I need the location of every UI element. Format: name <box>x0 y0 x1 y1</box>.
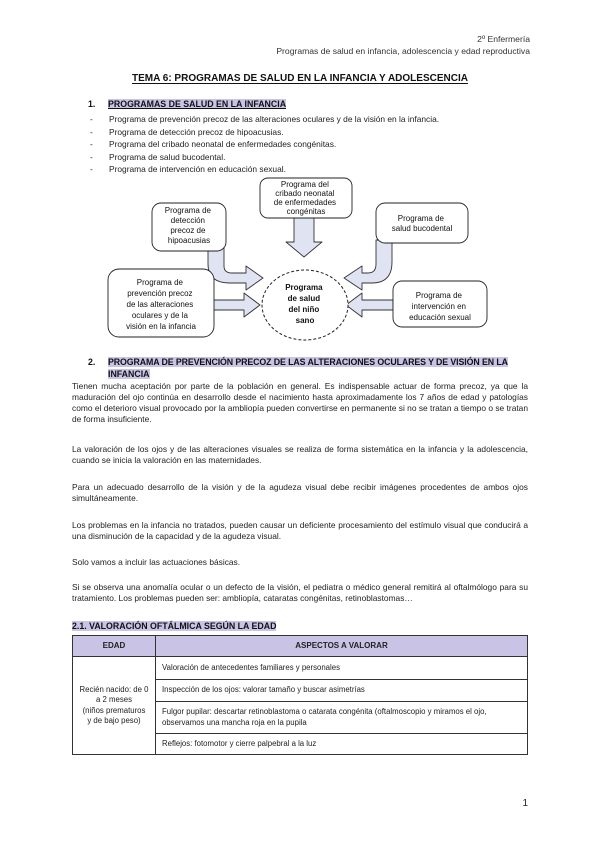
top-right-line-2: salud bucodental <box>391 224 453 233</box>
bottom-right-line-2: intervención en <box>411 302 467 311</box>
header-course: 2º Enfermería <box>477 34 530 44</box>
arrow-top-left <box>208 246 263 290</box>
aspect-cell: Reflejos: fotomotor y cierre palpebral a la luz <box>156 734 528 755</box>
aspect-cell: Fulgor pupilar: descartar retinoblastoma o catarata congénita (oftalmoscopio y miramos el ojo, observamos una mancha roja en la pupila <box>156 702 528 734</box>
arrow-top <box>286 218 322 257</box>
svg-text:Programa de detección <box>165 206 213 245</box>
box-top-right <box>376 203 468 243</box>
section-1-number: 1. <box>88 99 96 109</box>
eye-assessment-table <box>72 635 528 755</box>
aspect-cell: Valoración de antecedentes familiares y personales <box>156 657 528 680</box>
list-item: - Programa de salud bucodental. <box>88 151 528 164</box>
paragraph: Tienen mucha aceptación por parte de la población en general. Es indispensable actuar de forma precoz, ya que la maduración del ojo continúa en desarrollo desde el nacimiento hasta aproximadamente los 7 años de edad y patologías como el deterioro visual provocado por la ambliopía pueden convertirse en permanente si no se tratan a tiempo o se tratan de forma insuficiente. <box>72 381 528 424</box>
arrow-top-right <box>344 240 392 290</box>
paragraph: Si se observa una anomalía ocular o un defecto de la visión, el pediatra o médico general remitirá al oftalmólogo para su tratamiento. Los problemas pueden ser: ambliopía, cataratas congénitas, retinoblastomas… <box>72 582 528 603</box>
top-line-3: de enfermedades <box>273 198 337 207</box>
top-line-1: Programa del <box>280 180 329 189</box>
paragraph: Para un adecuado desarrollo de la visión y de la agudeza visual debe recibir imágenes procedentes de ambos ojos simultáneamente. <box>72 482 528 503</box>
paragraph: Los problemas en la infancia no tratados, pueden causar un deficiente procesamiento del estímulo visual que conducirá a una disminución de la capacidad y de la agudeza visual. <box>72 520 528 541</box>
top-line-2: cribado neonatal <box>275 189 335 198</box>
section-1-title: PROGRAMAS DE SALUD EN LA INFANCIA <box>108 99 287 109</box>
page-number: 1 <box>522 798 528 809</box>
age-line: (niños prematuros <box>82 705 146 715</box>
health-programs-diagram <box>100 172 500 347</box>
bottom-left-line-2: prevención precoz <box>127 289 193 298</box>
arrow-bottom-right <box>346 293 393 317</box>
section-1-heading <box>88 99 530 110</box>
bottom-left-line-3: de las alteraciones <box>126 300 194 309</box>
paragraph: Solo vamos a incluir las actuaciones básicas. <box>72 557 241 567</box>
section-2-number: 2. <box>88 357 96 367</box>
table-header-row <box>73 636 528 657</box>
table-row <box>73 657 528 680</box>
page-title: TEMA 6: PROGRAMAS DE SALUD EN LA INFANCIA Y ADOLESCENCIA <box>132 73 468 84</box>
bottom-left-line-5: visión en la infancia <box>126 322 196 331</box>
center-line-1: Programa <box>285 283 323 292</box>
aspect-cell: Inspección de los ojos: valorar tamaño y buscar asimetrías <box>156 680 528 702</box>
list-item: - Programa de prevención precoz de las alteraciones oculares y de la visión en la infancia. <box>88 113 528 126</box>
svg-text:Programa de intervención e <box>409 291 471 322</box>
age-line: y de bajo peso) <box>87 715 141 725</box>
col-header-aspects: ASPECTOS A VALORAR <box>156 636 528 657</box>
list-item: - Programa del cribado neonatal de enfermedades congénitas. <box>88 138 528 151</box>
paragraph: La valoración de los ojos y de las alteraciones visuales se realiza de forma sistemática en la infancia y la adolescencia, cuando se inicia la valoración en las maternidades. <box>72 444 528 465</box>
section-2-title-line-2: INFANCIA <box>108 369 150 379</box>
bottom-right-line-3: educación sexual <box>409 313 471 322</box>
section-1-list <box>88 113 528 176</box>
top-left-line-3: precoz de <box>170 226 206 235</box>
list-item: - Programa de detección precoz de hipoacusias. <box>88 126 528 139</box>
top-left-line-2: detección <box>170 216 206 225</box>
center-line-3: del niño <box>288 305 320 314</box>
section-2-title-line-1: PROGRAMA DE PREVENCIÓN PRECOZ DE LAS ALTERACIONES OCULARES Y DE VISIÓN EN LA <box>108 357 508 367</box>
header-subject: Programas de salud en infancia, adolescencia y edad reproductiva <box>276 46 530 56</box>
section-2-heading <box>88 356 530 380</box>
subsection-title: 2.1. VALORACIÓN OFTÁLMICA SEGÚN LA EDAD <box>72 621 277 631</box>
bottom-left-line-4: oculares y de la <box>131 311 188 320</box>
top-right-line-1: Programa de <box>397 214 445 223</box>
age-cell <box>73 657 156 755</box>
age-line: Recién nacido: de 0 <box>79 685 149 695</box>
bottom-left-line-1: Programa de <box>136 278 184 287</box>
svg-text:Programa de salud bucodent <box>392 214 453 233</box>
bottom-right-line-1: Programa de <box>415 291 463 300</box>
list-item: - Programa de intervención en educación sexual. <box>88 163 528 176</box>
top-left-line-4: hipoacusias <box>167 236 211 245</box>
subsection-heading <box>72 621 276 632</box>
top-left-line-1: Programa de <box>164 206 212 215</box>
arrow-bottom-left <box>213 293 260 317</box>
center-line-4: sano <box>295 316 315 325</box>
top-line-4: congénitas <box>286 207 326 216</box>
col-header-age: EDAD <box>73 636 156 657</box>
age-line: a 2 meses <box>96 695 132 705</box>
center-line-2: de salud <box>287 294 321 303</box>
